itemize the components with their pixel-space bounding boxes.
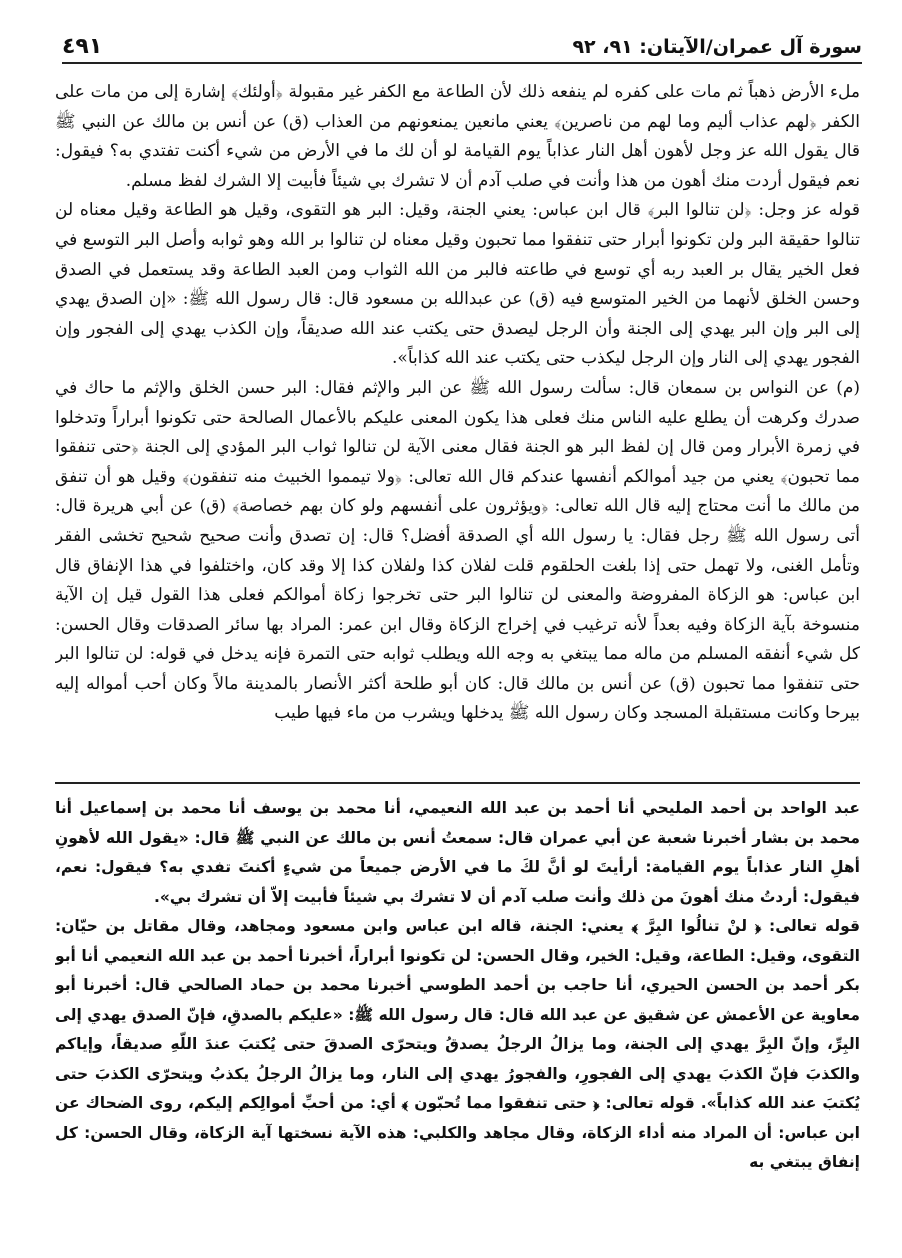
footer-commentary [55,794,860,1250]
commentary-paragraph: (م) عن النواس بن سمعان قال: سألت رسول الله ﷺ عن البر والإثم فقال: البر حسن الخلق والإثم ما حاك في صدرك وكرهت أن يطلع عليه الناس منك فعلى هذا يكون المعنى عليكم بالأعمال الصالحة حتى تكونوا أبراراً وتدخلوا في زمرة الأبرار ومن قال إن لفظ البر هو الجنة فقال معنى الآية لن تنالوا ثواب البر المؤدي إلى الجنة ﴿حتى تنفقوا مما تحبون﴾ يعني من جيد أموالكم أنفسها عندكم قال الله تعالى: ﴿ولا تيمموا الخبيث منه تنفقون﴾ وقيل هو أن تنفق من مالك ما أنت محتاج إليه قال الله تعالى: ﴿ويؤثرون على أنفسهم ولو كان بهم خصاصة﴾ (ق) عن أبي هريرة قال: أتى رسول الله ﷺ رجل فقال: يا رسول الله أي الصدقة أفضل؟ قال: إن تصدق وأنت صحيح شحيح تخشى الفقر وتأمل الغنى، ولا تهمل حتى إذا بلغت الحلقوم قلت لفلان كذا ولفلان كذا إلا وقد كان، واختلفوا في هذا الإنفاق قال ابن عباس: هو الزكاة المفروضة والمعنى لن تنالوا البر حتى تخرجوا زكاة أموالكم فعلى هذا القول قيل إن الآية منسوخة بآية الزكاة وفيه بعداً لأنه ترغيب في إخراج الزكاة وقال ابن عمر: المراد بها سائر الصدقات وقال الحسن: كل شيء أنفقه المسلم من ماله مما يبتغي به وجه الله ويطلب ثوابه حتى التمرة فإنه يدخل في قوله: لن تنالوا البر حتى تنفقوا مما تحبون (ق) عن أنس بن مالك قال: كان أبو طلحة أكثر الأنصار بالمدينة مالاً وكان أحب أمواله إليه بيرحا وكانت مستقبلة المسجد وكان رسول الله ﷺ يدخلها ويشرب من ماء فيها طيب [55,377,860,724]
page-header [62,30,862,64]
commentary-text [55,78,860,778]
footer-paragraph: عبد الواحد بن أحمد المليحي أنا أحمد بن عبد الله النعيمي، أنا محمد بن يوسف أنا محمد بن إسماعيل أنا محمد بن بشار أخبرنا شعبة عن أبي عمران قال: سمعتُ أنس بن مالك عن النبي ﷺ قال: «يقول الله لأهونِ أهلِ النار عذاباً يوم القيامة: أرأيتَ لو أنَّ لكَ ما في الأرض جميعاً من شيءٍ أكنتَ تفدي به؟ فيقول: نعم، فيقول: أردتُ منك أهونَ من ذلك وأنت صلب آدم أن لا تشرك بي شيئاً فأبيت إلاّ أن تشرك بي». [55,799,860,906]
surah-title: سورة آل عمران/الآيتان: ٩١، ٩٢ [572,36,862,58]
footer-paragraph: قوله تعالى: ﴿ لنْ تنالُوا البِرَّ ﴾ يعني: الجنة، قاله ابن عباس وابن مسعود ومجاهد، وقال مقاتل بن حيّان: التقوى، وقيل: الطاعة، وقيل: الخير، وقال الحسن: لن تكونوا أبراراً، أخبرنا أحمد بن عبد الله النعيمي أنا أبو بكر أحمد بن الحسن الحيري، أنا حاجب بن أحمد الطوسي أخبرنا محمد بن حماد الصالحي قال: أخبرنا أبو معاوية عن الأعمش عن شقيق عن عبد الله قال: قال رسول الله ﷺ: «عليكم بالصدقِ، فإنّ الصدق يهدي إلى البِرِّ، وإنّ البِرَّ يهدي إلى الجنة، وما يزالُ الرجلُ يصدقُ ويتحرّى الصدقَ حتى يُكتبَ عندَ اللّهِ صديقاً، وإياكم والكذبَ فإنّ الكذبَ يهدي إلى الفجورِ، والفجورُ يهدي إلى النار، وما يزالُ الرجلُ يكذبُ ويتحرّى الكذبَ حتى يُكتبَ عند الله كذاباً». قوله تعالى: ﴿ حتى تنفقوا مما تُحبّون ﴾ أي: من أحبِّ أموالِكم إليكم، روى الضحاك عن ابن عباس: أن المراد منه أداء الزكاة، وقال مجاهد والكلبي: هذه الآية نسختها آية الزكاة، وقال الحسن: كل إنفاق يبتغي به [55,917,860,1171]
footnote-separator [55,782,860,784]
commentary-paragraph: قوله عز وجل: ﴿لن تنالوا البر﴾ قال ابن عباس: يعني الجنة، وقيل: البر هو التقوى، وقيل هو الطاعة وقيل معناه لن تنالوا حقيقة البر ولن تكونوا أبرار حتى تنفقوا مما تحبون وقيل معناه لن تنالوا بر الله وهو ثوابه وأصل البر التوسع في فعل الخير يقال بر العبد ربه أي توسع في طاعته فالبر من الله الثواب ومن العبد الطاعة وقد يستعمل في الصدق وحسن الخلق لأنهما من الخير المتوسع فيه (ق) عن عبدالله بن مسعود قال: قال رسول الله ﷺ: «إن الصدق يهدي إلى البر وإن البر يهدي إلى الجنة وأن الرجل ليصدق حتى يكتب عند الله صديقاً، وإن الكذب يهدي إلى الفجور وإن الفجور يهدي إلى النار وإن الرجل ليكذب حتى يكتب عند الله كذاباً». [55,200,860,369]
commentary-paragraph: ملء الأرض ذهباً ثم مات على كفره لم ينفعه ذلك لأن الطاعة مع الكفر غير مقبولة ﴿أولئك﴾ إشارة إلى من مات على الكفر ﴿لهم عذاب أليم وما لهم من ناصرين﴾ يعني مانعين يمنعونهم من العذاب (ق) عن أنس بن مالك عن النبي ﷺ قال يقول الله عز وجل لأهون أهل النار عذاباً يوم القيامة لو أن لك ما في الأرض من شيء أكنت تفتدي به؟ فيقول: نعم فيقول أردت منك أهون من هذا وأنت في صلب آدم أن لا تشرك بي شيئاً فأبيت إلا الشرك لفظ مسلم. [55,82,860,191]
page-number: ٤٩١ [62,34,103,59]
